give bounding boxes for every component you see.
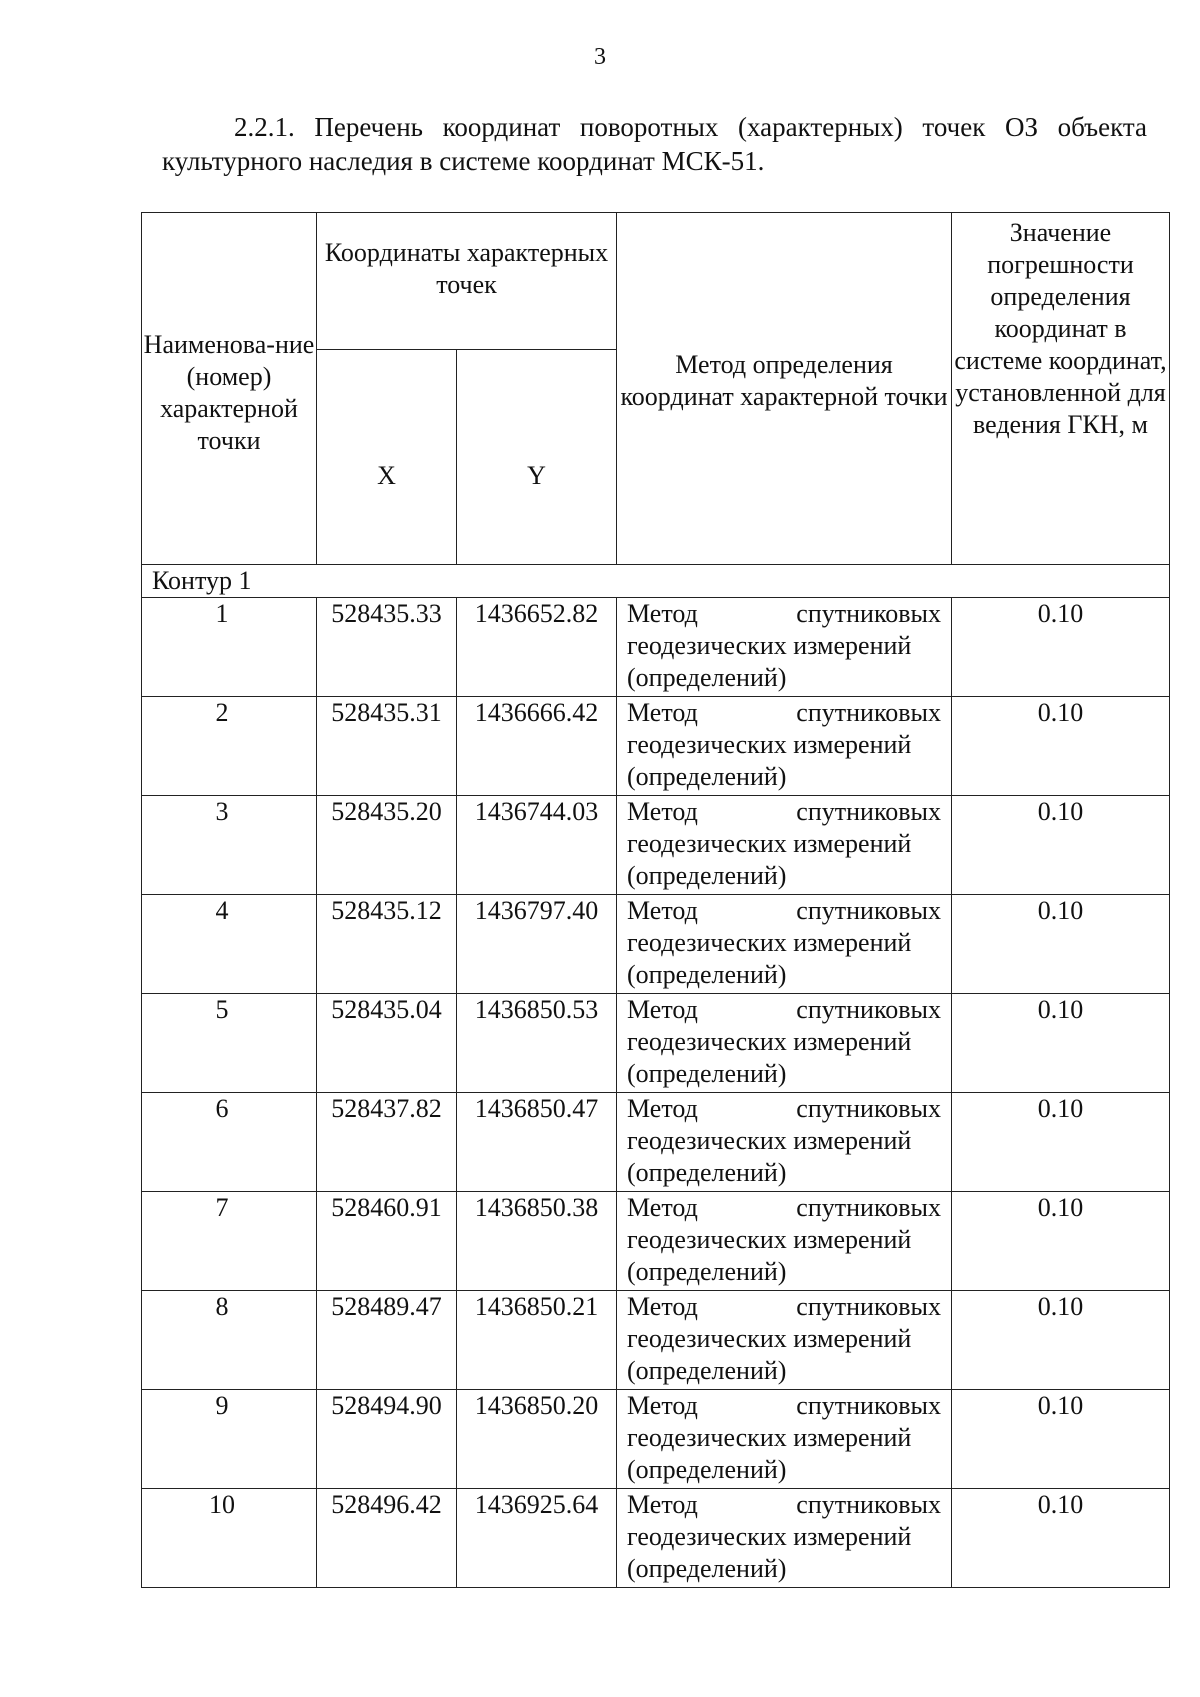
- coord-x: 528496.42: [317, 1489, 457, 1588]
- coord-x: 528435.33: [317, 598, 457, 697]
- table-row: [142, 895, 1170, 994]
- error-value: 0.10: [952, 1390, 1170, 1489]
- point-number: 5: [142, 994, 317, 1093]
- method-line-2: геодезических измерений: [627, 928, 912, 957]
- error-value: 0.10: [952, 895, 1170, 994]
- error-value: 0.10: [952, 796, 1170, 895]
- method-cell: [617, 1093, 952, 1192]
- point-number: 6: [142, 1093, 317, 1192]
- method-line-2: геодезических измерений: [627, 1126, 912, 1155]
- point-number: 4: [142, 895, 317, 994]
- method-line-3: (определений): [627, 1059, 787, 1088]
- method-line-1: Метод спутниковых: [627, 599, 941, 628]
- table-row: [142, 1291, 1170, 1390]
- error-value: 0.10: [952, 1192, 1170, 1291]
- error-value: 0.10: [952, 697, 1170, 796]
- table-row: [142, 796, 1170, 895]
- method-line-3: (определений): [627, 1554, 787, 1583]
- method-cell: [617, 598, 952, 697]
- method-line-2: геодезических измерений: [627, 1225, 912, 1254]
- coord-y: 1436850.20: [457, 1390, 617, 1489]
- method-cell: [617, 1192, 952, 1291]
- contour-label: Контур 1: [142, 565, 1170, 598]
- method-line-2: геодезических измерений: [627, 730, 912, 759]
- point-number: 8: [142, 1291, 317, 1390]
- point-number: 2: [142, 697, 317, 796]
- table-row: [142, 1192, 1170, 1291]
- method-line-2: геодезических измерений: [627, 1423, 912, 1452]
- heading-line-2: культурного наследия в системе координат МСК-51.: [162, 146, 765, 176]
- error-value: 0.10: [952, 598, 1170, 697]
- method-line-1: Метод спутниковых: [627, 1292, 941, 1321]
- coord-y: 1436925.64: [457, 1489, 617, 1588]
- coord-x: 528435.04: [317, 994, 457, 1093]
- method-line-3: (определений): [627, 663, 787, 692]
- method-line-3: (определений): [627, 1356, 787, 1385]
- table-row: [142, 1093, 1170, 1192]
- header-coordinates: Координаты характерных точек: [317, 213, 617, 350]
- method-line-1: Метод спутниковых: [627, 698, 941, 727]
- method-line-2: геодезических измерений: [627, 1324, 912, 1353]
- point-number: 1: [142, 598, 317, 697]
- method-cell: [617, 796, 952, 895]
- coord-y: 1436850.38: [457, 1192, 617, 1291]
- point-number: 3: [142, 796, 317, 895]
- method-line-3: (определений): [627, 861, 787, 890]
- coord-y: 1436850.21: [457, 1291, 617, 1390]
- method-line-1: Метод спутниковых: [627, 1490, 941, 1519]
- coord-y: 1436666.42: [457, 697, 617, 796]
- table-row: [142, 1390, 1170, 1489]
- coord-x: 528494.90: [317, 1390, 457, 1489]
- method-line-1: Метод спутниковых: [627, 1193, 941, 1222]
- method-line-1: Метод спутниковых: [627, 1391, 941, 1420]
- header-point-name: Наименова-ние (номер) характерной точки: [142, 213, 317, 565]
- header-y: Y: [457, 350, 617, 565]
- method-line-2: геодезических измерений: [627, 1027, 912, 1056]
- coord-x: 528489.47: [317, 1291, 457, 1390]
- table-row: [142, 1489, 1170, 1588]
- header-error: Значение погрешности определения координат в системе координат, установленной для ведения ГКН, м: [952, 213, 1170, 565]
- coord-x: 528435.12: [317, 895, 457, 994]
- method-line-1: Метод спутниковых: [627, 797, 941, 826]
- section-heading: [162, 110, 1147, 178]
- method-cell: [617, 994, 952, 1093]
- method-cell: [617, 895, 952, 994]
- method-cell: [617, 1390, 952, 1489]
- method-line-3: (определений): [627, 1455, 787, 1484]
- method-cell: [617, 1291, 952, 1390]
- method-line-2: геодезических измерений: [627, 631, 912, 660]
- method-line-3: (определений): [627, 762, 787, 791]
- coord-x: 528460.91: [317, 1192, 457, 1291]
- method-line-1: Метод спутниковых: [627, 995, 941, 1024]
- method-line-1: Метод спутниковых: [627, 896, 941, 925]
- method-line-3: (определений): [627, 1158, 787, 1187]
- method-line-3: (определений): [627, 1257, 787, 1286]
- table-row: [142, 994, 1170, 1093]
- table-header-row: [142, 213, 1170, 350]
- coord-y: 1436652.82: [457, 598, 617, 697]
- coord-x: 528435.20: [317, 796, 457, 895]
- error-value: 0.10: [952, 1291, 1170, 1390]
- coord-x: 528435.31: [317, 697, 457, 796]
- method-cell: [617, 1489, 952, 1588]
- method-line-2: геодезических измерений: [627, 1522, 912, 1551]
- method-line-2: геодезических измерений: [627, 829, 912, 858]
- error-value: 0.10: [952, 1093, 1170, 1192]
- coord-y: 1436797.40: [457, 895, 617, 994]
- coord-x: 528437.82: [317, 1093, 457, 1192]
- page-number: 3: [594, 44, 606, 70]
- coord-y: 1436850.47: [457, 1093, 617, 1192]
- coordinates-table: [141, 212, 1170, 1588]
- contour-row: [142, 565, 1170, 598]
- coord-y: 1436744.03: [457, 796, 617, 895]
- method-line-3: (определений): [627, 960, 787, 989]
- table-row: [142, 697, 1170, 796]
- method-cell: [617, 697, 952, 796]
- header-method: Метод определения координат характерной точки: [617, 213, 952, 565]
- header-x: X: [317, 350, 457, 565]
- heading-line-1: 2.2.1. Перечень координат поворотных (характерных) точек ОЗ объекта: [234, 112, 1147, 142]
- method-line-1: Метод спутниковых: [627, 1094, 941, 1123]
- point-number: 7: [142, 1192, 317, 1291]
- coord-y: 1436850.53: [457, 994, 617, 1093]
- point-number: 10: [142, 1489, 317, 1588]
- table-row: [142, 598, 1170, 697]
- error-value: 0.10: [952, 994, 1170, 1093]
- point-number: 9: [142, 1390, 317, 1489]
- error-value: 0.10: [952, 1489, 1170, 1588]
